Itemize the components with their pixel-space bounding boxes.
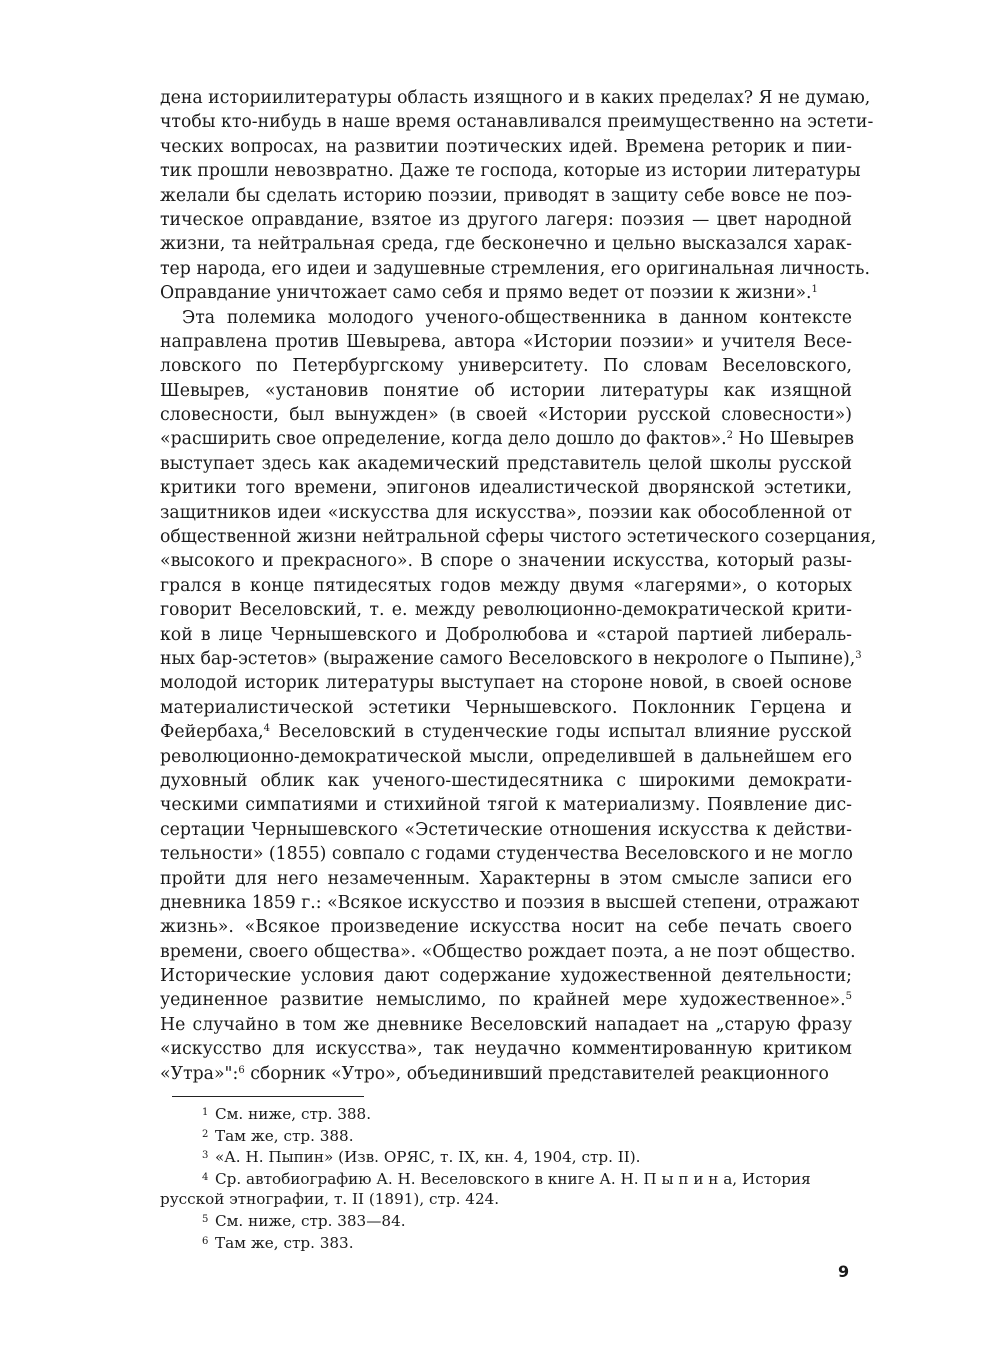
main-text — [160, 86, 877, 1086]
footnote-text: Там же, стр. 383. — [215, 1233, 354, 1252]
text-line — [160, 988, 852, 1012]
text-line: грался в конце пятидесятых годов между двумя «лагерями», о которых — [160, 575, 852, 596]
text-fragment: Фейербаха, — [160, 722, 264, 743]
footnote — [160, 1232, 860, 1254]
text-fragment: Веселовский в студенческие годы испытал влияние русской — [278, 722, 852, 743]
footnote-mark: 1 — [202, 1107, 209, 1118]
text-line: Исторические условия дают содержание художественной деятельности; — [160, 966, 852, 987]
text-line: критики того времени, эпигонов идеалистической дворянской эстетики, — [160, 478, 852, 499]
text-line: выступает здесь как академический представитель целой школы русской — [160, 453, 852, 474]
footnote-marker: 3 — [855, 649, 862, 661]
footnote — [160, 1146, 860, 1168]
text-line: жизнь». «Всякое произведение искусства носит на себе печать своего — [160, 917, 852, 938]
footnote-marker: 4 — [263, 723, 271, 735]
page-number: 9 — [838, 1262, 850, 1281]
footnote-text: См. ниже, стр. 388. — [215, 1105, 372, 1123]
text-line: ческих вопросах, на развитии поэтических идей. Времена реторик и пии- — [160, 136, 852, 157]
footnote — [160, 1103, 860, 1125]
text-line: сертации Чернышевского «Эстетические отношения искусства к действи- — [160, 819, 852, 840]
footnote-mark: 3 — [202, 1150, 209, 1162]
text-line: словесности, был вынужден» (в своей «Истории русской словесности») — [160, 405, 852, 426]
text-fragment: уединенное развитие немыслимо, по крайней мере художественное». — [160, 990, 846, 1011]
text-line — [160, 1062, 852, 1086]
footnote-text: См. ниже, стр. 383—84. — [215, 1211, 406, 1230]
text-line: «высокого и прекрасного». В споре о значении искусства, который разы- — [160, 551, 852, 572]
text-line: общественной жизни нейтральной сферы чистого эстетического созерцания, — [160, 527, 877, 548]
text-fragment: «расширить свое определение, когда дело дошло до фактов». — [160, 429, 727, 450]
text-line: времени, своего общества». «Общество рождает поэта, а не поэт общество. — [160, 941, 856, 962]
text-line: Не случайно в том же дневнике Веселовский нападает на „старую фразу — [160, 1014, 852, 1035]
text-line — [160, 720, 852, 744]
text-line: тер народа, его идеи и задушевные стремления, его оригинальная личность. — [160, 258, 870, 279]
text-line — [160, 427, 852, 451]
text-line: Шевырев, «установив понятие об истории литературы как изящной — [160, 380, 852, 401]
footnote-continuation: русской этнографии, т. II (1891), стр. 424. — [160, 1190, 500, 1209]
text-line: тельности» (1855) совпало с годами студенчества Веселовского и не могло — [160, 844, 853, 865]
text-line — [160, 281, 852, 305]
footnote-mark: 4 — [202, 1171, 209, 1183]
text-line: дена историилитературы область изящного и в каких пределах? Я не думаю, — [160, 88, 871, 108]
footnotes — [160, 1103, 860, 1253]
footnote-divider — [172, 1096, 364, 1097]
footnote-mark: 5 — [202, 1213, 209, 1225]
footnote-text: Ср. автобиографию А. Н. Веселовского в книге А. Н. П ы п и н а, История — [215, 1169, 811, 1188]
text-line: тическое оправдание, взятое из другого лагеря: поэзия — цвет народной — [160, 209, 852, 230]
footnote-marker: 1 — [811, 284, 818, 296]
text-line: говорит Веселовский, т. е. между революционно-демократической крити- — [160, 600, 852, 621]
text-line: дневника 1859 г.: «Всякое искусство и поэзия в высшей степени, отражают — [160, 892, 860, 913]
text-line — [160, 647, 862, 671]
footnote-marker: 5 — [845, 991, 852, 1003]
footnote-marker: 2 — [726, 430, 734, 442]
text-line: защитников идеи «искусства для искусства», поэзии как обособленной от — [160, 502, 852, 523]
text-line: ческими симпатиями и стихийной тягой к материализму. Появление дис- — [160, 795, 852, 816]
text-line: чтобы кто-нибудь в наше время останавливался преимущественно на эстети- — [160, 112, 874, 133]
text-line: направлена против Шевырева, автора «Истории поэзии» и учителя Весе- — [160, 331, 852, 352]
footnote-text: Там же, стр. 388. — [215, 1126, 354, 1145]
footnote — [160, 1210, 860, 1232]
footnote-mark: 6 — [202, 1235, 209, 1247]
footnote — [160, 1125, 860, 1147]
text-line: молодой историк литературы выступает на стороне новой, в своей основе — [160, 673, 852, 694]
text-line: кой в лице Чернышевского и Добролюбова и «старой партией либераль- — [160, 624, 852, 645]
text-line: ловского по Петербургскому университету. По словам Веселовского, — [160, 356, 852, 377]
footnote-marker: 6 — [238, 1064, 245, 1076]
text-fragment: «Утра»": — [160, 1063, 239, 1084]
text-fragment: Оправдание уничтожает само себя и прямо ведет от поэзии к жизни». — [160, 283, 812, 304]
text-line: материалистической эстетики Чернышевского. Поклонник Герцена и — [160, 697, 852, 718]
footnote — [160, 1168, 860, 1190]
footnote-mark: 2 — [202, 1128, 209, 1140]
text-line: желали бы сделать историю поэзии, приводят в защиту себе вовсе не поэ- — [160, 185, 852, 206]
text-fragment: сборник «Утро», объединивший представителей реакционного — [250, 1063, 829, 1084]
text-line: духовный облик как ученого-шестидесятника с широкими демократи- — [160, 770, 852, 791]
text-line: революционно-демократической мысли, определившей в дальнейшем его — [160, 746, 852, 767]
text-line: жизни, та нейтральная среда, где бесконечно и цельно высказался харак- — [160, 234, 852, 255]
text-line: тик прошли невозвратно. Даже те господа, которые из истории литературы — [160, 161, 861, 182]
text-line: пройти для него незамеченным. Характерны в этом смысле записи его — [160, 868, 852, 889]
text-fragment: Но Шевырев — [738, 429, 854, 450]
text-fragment: ных бар-эстетов» (выражение самого Веселовского в некрологе о Пыпине), — [160, 648, 856, 669]
text-line: Эта полемика молодого ученого-общественника в данном контексте — [182, 307, 852, 328]
footnote-text: «А. Н. Пыпин» (Изв. ОРЯС, т. IX, кн. 4, 1904, стр. II). — [215, 1148, 641, 1167]
text-line: «искусство для искусства», так неудачно комментированную критиком — [160, 1039, 852, 1060]
